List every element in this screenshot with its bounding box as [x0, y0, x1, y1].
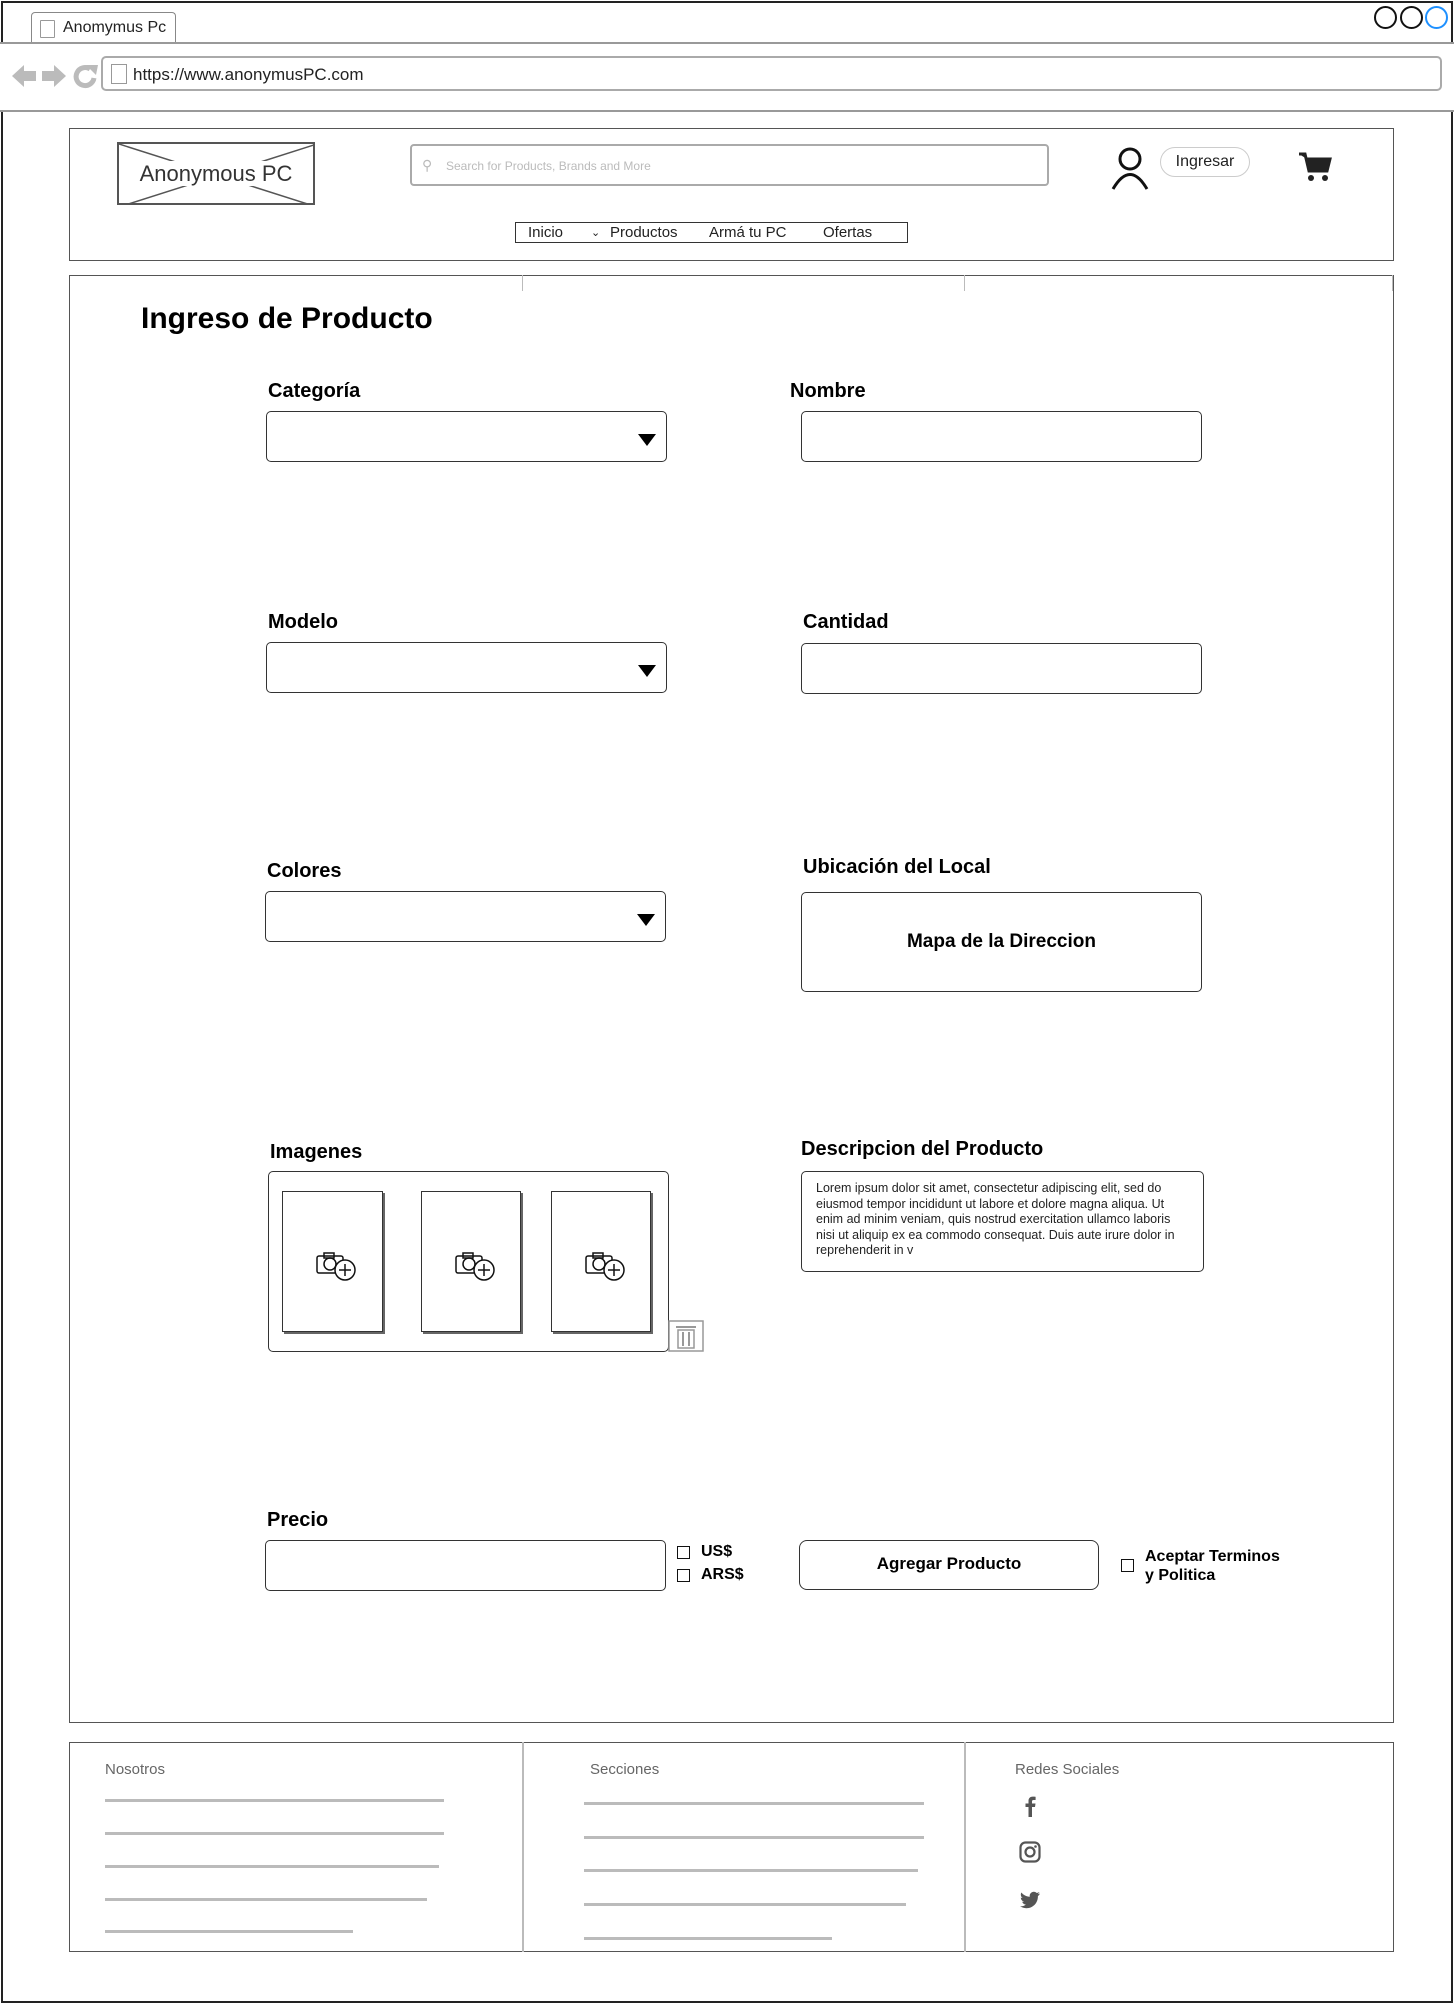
- page-title: Ingreso de Producto: [141, 302, 433, 335]
- nav-ofertas[interactable]: Ofertas: [823, 224, 873, 241]
- terms-checkbox[interactable]: [1121, 1559, 1134, 1572]
- footer-link-placeholder[interactable]: [584, 1869, 918, 1872]
- footer-link-placeholder[interactable]: [105, 1799, 444, 1802]
- footer-link-placeholder[interactable]: [105, 1898, 427, 1901]
- footer-link-placeholder[interactable]: [584, 1802, 924, 1805]
- browser-tab[interactable]: [31, 12, 176, 44]
- cart-icon[interactable]: [1298, 151, 1332, 183]
- footer-link-placeholder[interactable]: [105, 1832, 444, 1835]
- ars-checkbox[interactable]: [677, 1569, 690, 1582]
- descripcion-label: Descripcion del Producto: [801, 1138, 1044, 1160]
- search-placeholder: Search for Products, Brands and More: [446, 159, 651, 173]
- nav-buttons: [10, 62, 100, 90]
- terms-label: [1145, 1547, 1280, 1585]
- usd-checkbox[interactable]: [677, 1546, 690, 1559]
- ubicacion-label: Ubicación del Local: [803, 856, 991, 878]
- logo[interactable]: [117, 142, 315, 205]
- add-photo-icon: [316, 1250, 358, 1282]
- precio-label: Precio: [267, 1509, 329, 1531]
- window-minimize-button[interactable]: [1374, 6, 1397, 29]
- divider-tick: [964, 275, 965, 291]
- trash-icon[interactable]: [668, 1320, 704, 1352]
- nombre-label: Nombre: [790, 380, 866, 402]
- tab-title: Anomymus Pc: [63, 19, 167, 36]
- precio-input[interactable]: [265, 1540, 666, 1591]
- reload-icon[interactable]: [76, 65, 98, 86]
- footer-nosotros-title: Nosotros: [105, 1761, 166, 1778]
- colores-select[interactable]: [265, 891, 666, 942]
- search-input[interactable]: [410, 144, 1049, 186]
- nav-productos[interactable]: Productos: [610, 224, 678, 241]
- terms-line-2: y Politica: [1145, 1567, 1216, 1584]
- chevron-down-icon: ⌄: [591, 227, 601, 239]
- window-maximize-button[interactable]: [1400, 6, 1423, 29]
- dropdown-arrow-icon: [638, 665, 656, 677]
- map-text: Mapa de la Direccion: [906, 931, 1096, 952]
- divider-tick: [1392, 275, 1393, 291]
- window-close-button[interactable]: [1425, 6, 1448, 29]
- image-upload-slot[interactable]: [551, 1191, 651, 1332]
- usd-label: US$: [701, 1543, 733, 1560]
- back-arrow-icon[interactable]: [12, 65, 36, 87]
- instagram-icon[interactable]: [1018, 1840, 1042, 1864]
- footer-link-placeholder[interactable]: [584, 1937, 832, 1940]
- logo-text: Anonymous PC: [119, 161, 313, 187]
- cantidad-input[interactable]: [801, 643, 1202, 694]
- footer-secciones-title: Secciones: [590, 1761, 660, 1778]
- imagenes-label: Imagenes: [270, 1141, 363, 1163]
- agregar-producto-button[interactable]: Agregar Producto: [799, 1540, 1099, 1590]
- divider-tick: [522, 275, 523, 291]
- categoria-select[interactable]: [266, 411, 667, 462]
- page-icon: [40, 20, 55, 38]
- site-footer: [69, 1742, 1394, 1952]
- dropdown-arrow-icon: [638, 434, 656, 446]
- image-upload-slot[interactable]: [421, 1191, 521, 1332]
- footer-redes-title: Redes Sociales: [1015, 1761, 1120, 1778]
- modelo-select[interactable]: [266, 642, 667, 693]
- footer-link-placeholder[interactable]: [584, 1836, 924, 1839]
- add-photo-icon: [585, 1250, 627, 1282]
- footer-divider: [522, 1742, 524, 1952]
- facebook-icon[interactable]: [1018, 1794, 1042, 1818]
- login-button[interactable]: Ingresar: [1160, 147, 1250, 177]
- twitter-icon[interactable]: [1018, 1888, 1042, 1912]
- cantidad-label: Cantidad: [803, 611, 889, 633]
- url-text: https://www.anonymusPC.com: [133, 65, 364, 84]
- nav-arma-tu-pc[interactable]: Armá tu PC: [709, 224, 787, 241]
- dropdown-arrow-icon: [637, 914, 655, 926]
- footer-link-placeholder[interactable]: [105, 1865, 439, 1868]
- nav-inicio[interactable]: Inicio: [528, 224, 564, 241]
- footer-divider: [964, 1742, 966, 1952]
- user-icon[interactable]: [1108, 146, 1152, 190]
- colores-label: Colores: [267, 860, 342, 882]
- ars-label: ARS$: [701, 1566, 744, 1583]
- categoria-label: Categoría: [268, 380, 361, 402]
- main-nav: [515, 222, 908, 243]
- footer-link-placeholder[interactable]: [105, 1930, 353, 1933]
- footer-link-placeholder[interactable]: [584, 1903, 906, 1906]
- page-icon: [111, 64, 127, 84]
- add-photo-icon: [455, 1250, 497, 1282]
- image-upload-slot[interactable]: [282, 1191, 383, 1332]
- url-field[interactable]: [101, 56, 1442, 91]
- modelo-label: Modelo: [268, 611, 338, 633]
- search-icon: ⚲: [422, 157, 433, 173]
- descripcion-textarea[interactable]: Lorem ipsum dolor sit amet, consectetur adipiscing elit, sed do eiusmod tempor incididunt ut labore et dolore magna aliqua. Ut enim ad minim veniam, quis nostrud exercitation ullamco laboris nisi ut aliquip ex ea commodo consequat. Duis aute irure dolor in reprehenderit in v: [801, 1171, 1204, 1272]
- nombre-input[interactable]: [801, 411, 1202, 462]
- forward-arrow-icon[interactable]: [42, 65, 66, 87]
- product-form-panel: [69, 275, 1394, 1723]
- location-map[interactable]: [801, 892, 1202, 992]
- terms-line-1: Aceptar Terminos: [1145, 1548, 1280, 1565]
